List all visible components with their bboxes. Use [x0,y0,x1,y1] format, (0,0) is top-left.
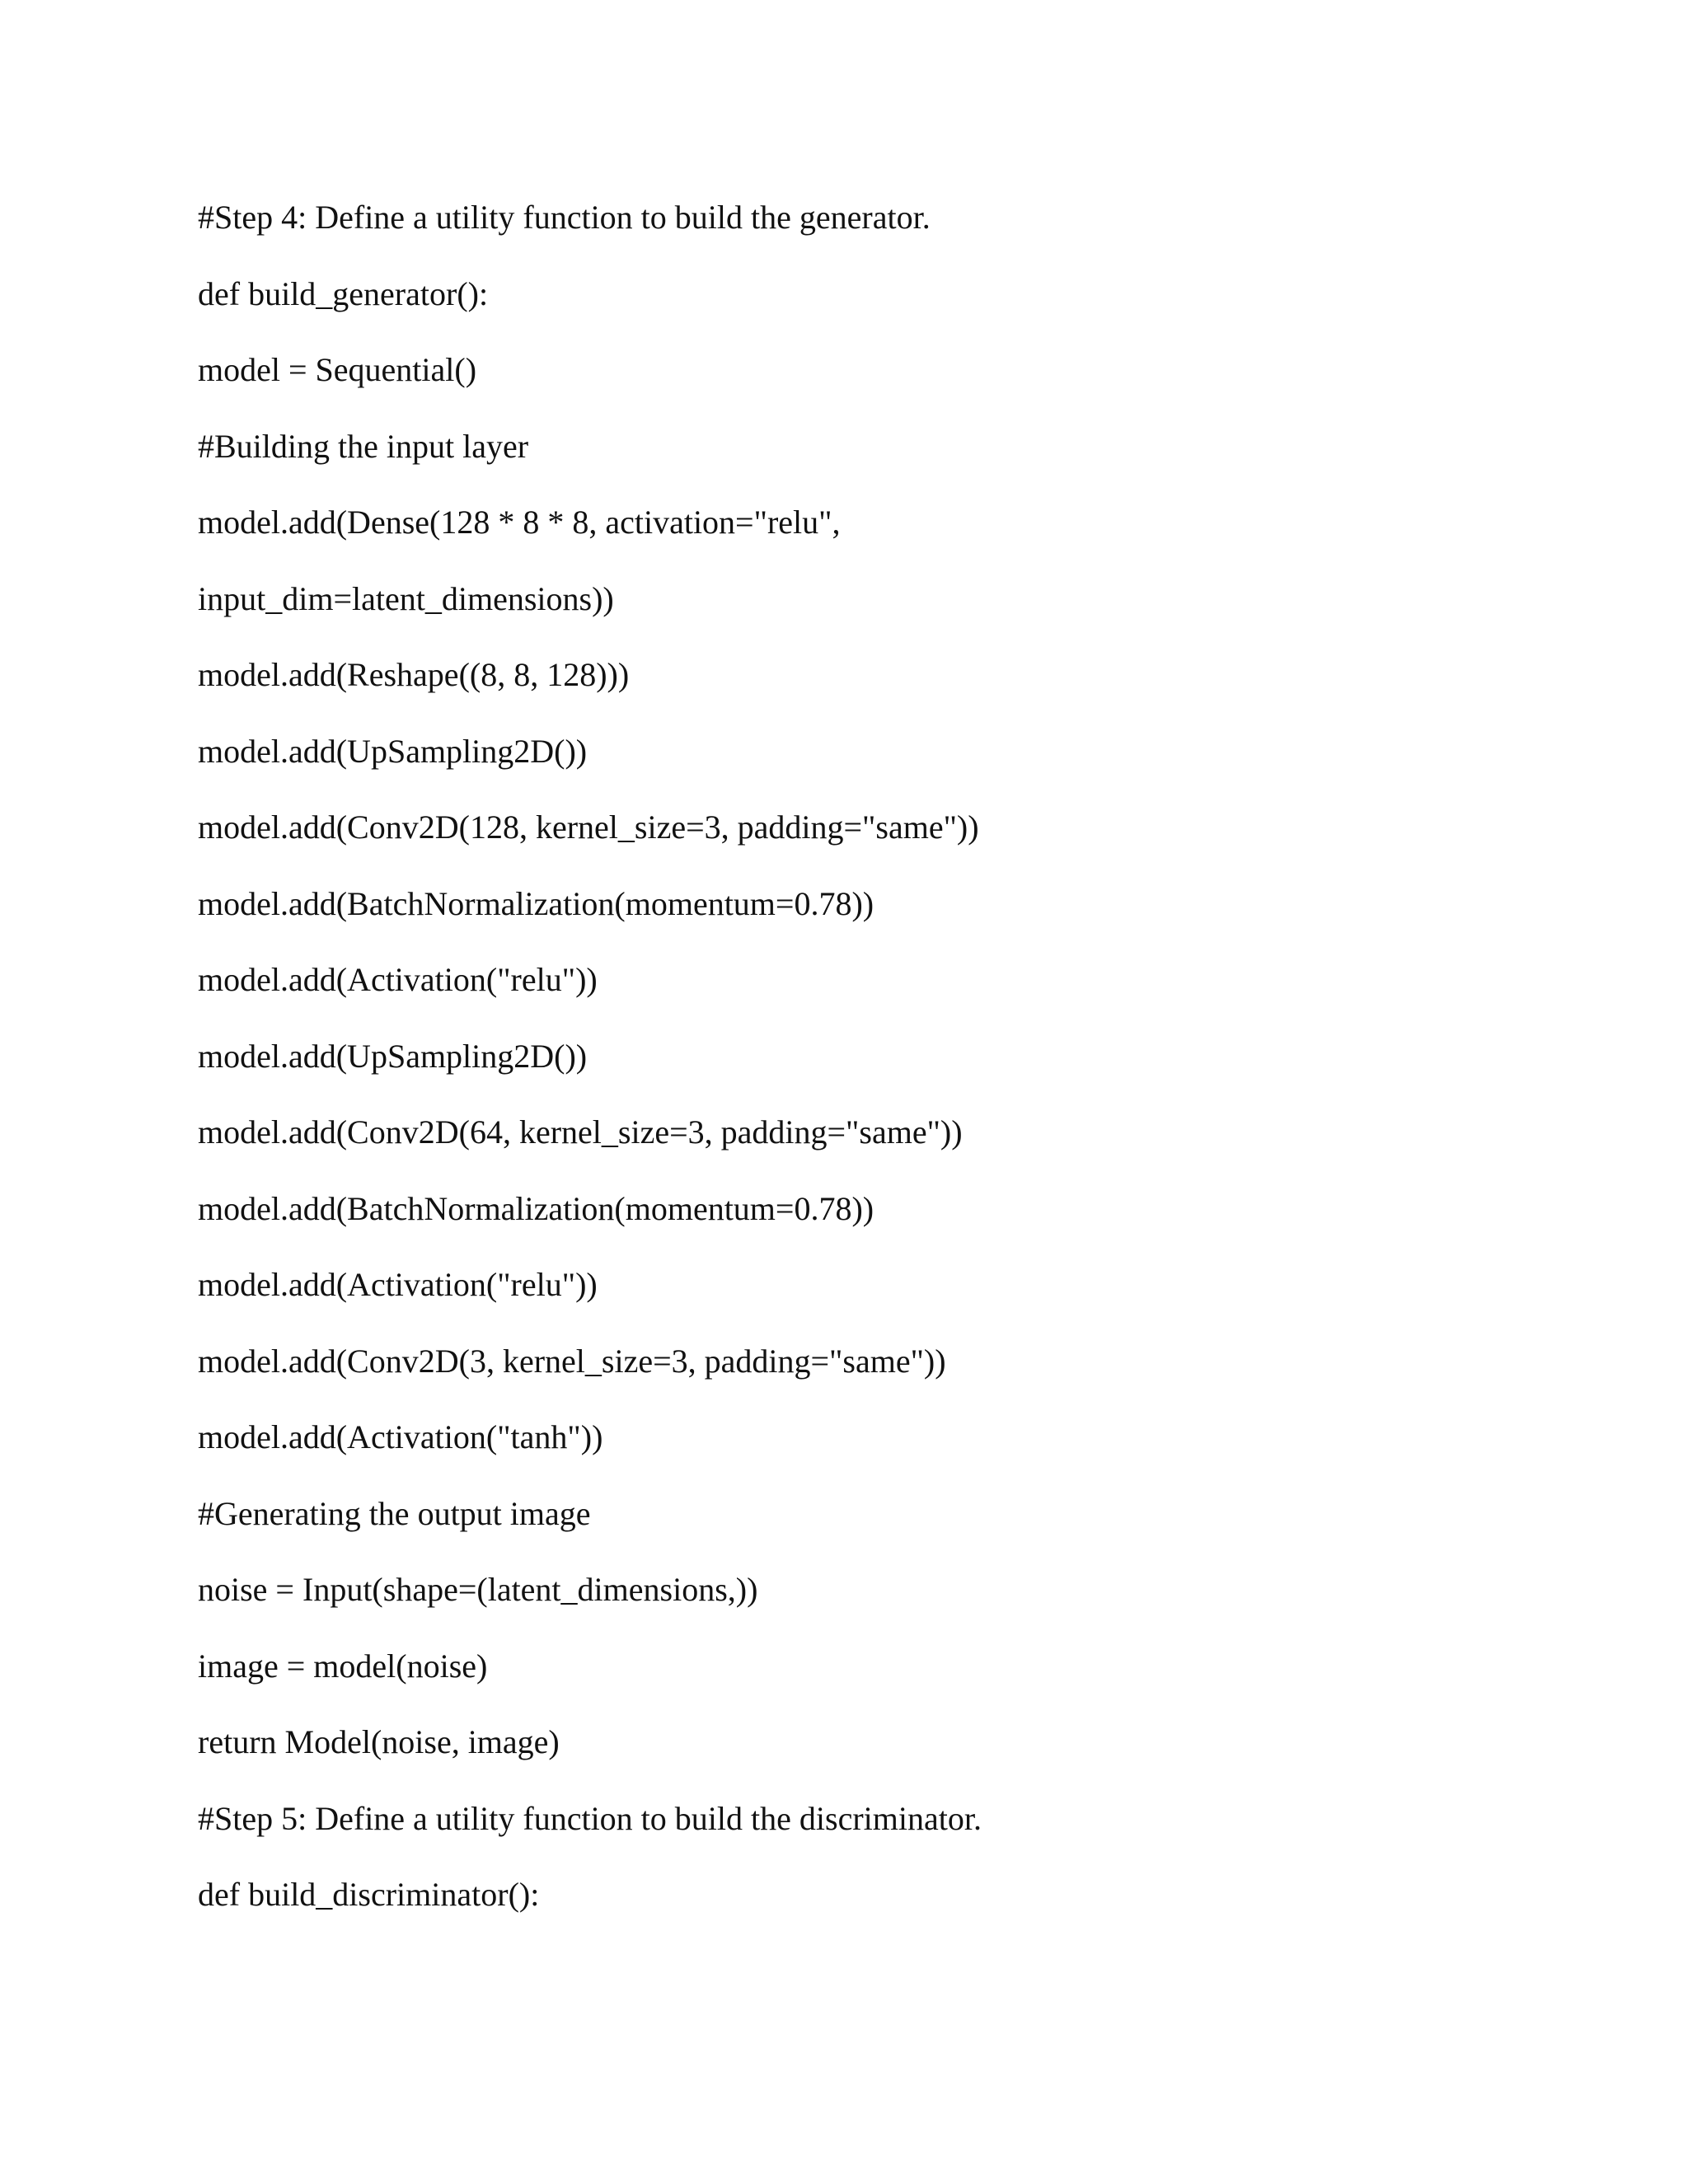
code-line: model.add(Activation("tanh")) [198,1418,603,1455]
comment-line: #Building the input layer [198,427,529,465]
code-line: model.add(Conv2D(64, kernel_size=3, padding="same")) [198,1113,963,1151]
code-line: def build_discriminator(): [198,1876,540,1913]
step-4-comment: #Step 4: Define a utility function to build the generator. [198,199,931,236]
code-line: model.add(BatchNormalization(momentum=0.78)) [198,1189,874,1227]
code-line: model.add(UpSampling2D()) [198,1037,588,1075]
code-line: return Model(noise, image) [198,1723,560,1760]
code-line: model.add(Reshape((8, 8, 128))) [198,656,630,693]
code-line: model.add(Activation("relu")) [198,961,598,998]
code-line: model.add(Activation("relu")) [198,1266,598,1303]
code-line: model = Sequential() [198,351,477,388]
comment-line: #Generating the output image [198,1494,591,1532]
code-line: model.add(Dense(128 * 8 * 8, activation="relu", [198,504,841,541]
code-line: model.add(Conv2D(128, kernel_size=3, padding="same")) [198,808,979,846]
code-line: input_dim=latent_dimensions)) [198,579,614,617]
step-5-comment: #Step 5: Define a utility function to build the discriminator. [198,1799,982,1837]
code-line: def build_generator(): [198,274,489,312]
code-line: model.add(BatchNormalization(momentum=0.78)) [198,884,874,922]
code-line: model.add(UpSampling2D()) [198,732,588,770]
code-line: model.add(Conv2D(3, kernel_size=3, padding="same")) [198,1342,946,1380]
code-line: noise = Input(shape=(latent_dimensions,)) [198,1571,758,1608]
code-line: image = model(noise) [198,1647,488,1685]
code-listing [198,196,1599,1950]
